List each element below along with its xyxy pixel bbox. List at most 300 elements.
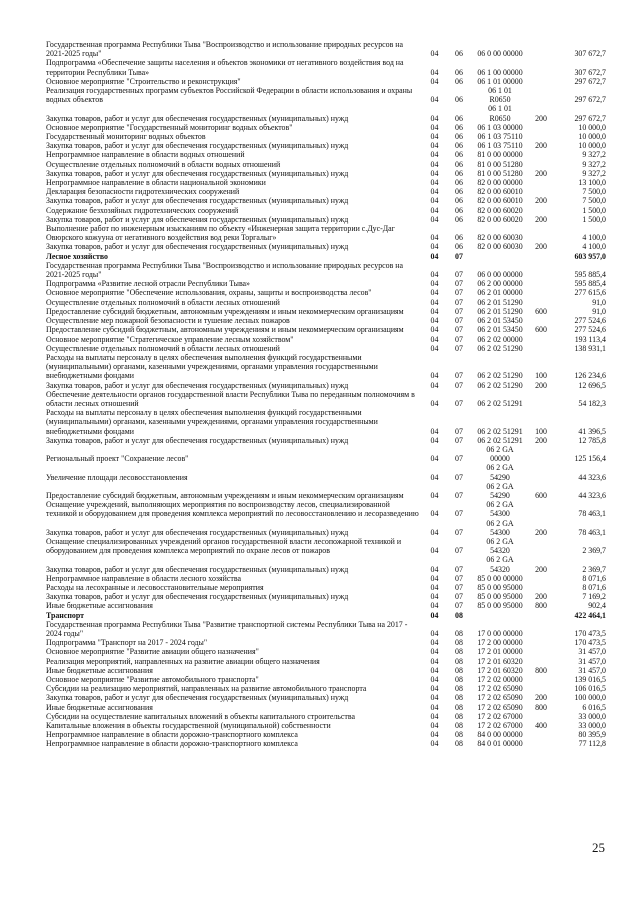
- row-amount: 2 369,7: [582, 546, 606, 556]
- row-target-article: 06 2 GA 54300: [486, 500, 514, 519]
- row-section: 04: [430, 242, 439, 252]
- table-row: [46, 40, 606, 58]
- row-section: 04: [430, 95, 439, 105]
- row-target-article: 82 0 00 60020: [477, 214, 523, 224]
- row-expense-type: [530, 647, 552, 656]
- row-amount: 7 500,0: [582, 187, 606, 197]
- row-amount: 41 396,5: [578, 426, 606, 436]
- row-name: Региональный проект "Сохранение лесов": [46, 454, 189, 464]
- table-row: [46, 178, 606, 187]
- row-subsection: 07: [455, 509, 463, 519]
- row-target-article: 17 2 01 60320: [477, 656, 523, 666]
- row-target-article: 17 2 01 60320: [477, 665, 523, 675]
- row-name: Закупка товаров, работ и услуг для обеспечения государственных (муниципальных) нужд: [46, 113, 349, 123]
- row-expense-type: 200: [535, 214, 547, 224]
- row-section: 04: [430, 435, 439, 445]
- row-section: 04: [430, 205, 439, 215]
- row-amount: 77 112,8: [578, 739, 606, 749]
- row-target-article: 06 0 00 00000: [477, 270, 523, 280]
- table-row: [46, 638, 606, 647]
- row-name: Осуществление мер пожарной безопасности и тушение лесных пожаров: [46, 316, 290, 326]
- row-target-article: 06 2 GA 54320: [486, 555, 514, 574]
- row-subsection: 07: [455, 316, 463, 326]
- row-subsection: 06: [455, 76, 463, 86]
- row-subsection: 08: [455, 684, 463, 694]
- row-section: 04: [430, 702, 439, 712]
- row-expense-type: [530, 344, 552, 353]
- row-name: Расходы на лесохранные и лесовосстановительные мероприятия: [46, 582, 264, 592]
- table-row: [46, 537, 606, 555]
- table-row: [46, 206, 606, 215]
- row-expense-type: 200: [535, 564, 547, 574]
- row-section: 04: [430, 288, 439, 298]
- table-row: [46, 150, 606, 159]
- page-number: 25: [592, 840, 605, 855]
- row-subsection: 07: [455, 279, 463, 289]
- row-target-article: 06 2 02 51291: [477, 435, 523, 445]
- row-target-article: 06 1 01 00000: [477, 76, 523, 86]
- row-name: Закупка товаров, работ и услуг для обеспечения государственных (муниципальных) нужд: [46, 592, 349, 602]
- row-target-article: 85 0 00 95000: [477, 582, 523, 592]
- row-expense-type: [530, 500, 552, 518]
- row-section: 04: [430, 334, 439, 344]
- row-expense-type: [530, 657, 552, 666]
- row-section: 04: [430, 214, 439, 224]
- row-target-article: 06 2 GA 54290: [486, 481, 514, 500]
- row-amount: 91,0: [592, 297, 606, 307]
- row-target-article: 06 2 GA 54300: [486, 518, 514, 537]
- row-name: Основное мероприятие "Государственный мониторинг водных объектов": [46, 122, 293, 132]
- row-amount: 307 672,7: [574, 49, 606, 59]
- row-section: 04: [430, 675, 439, 685]
- row-subsection: 08: [455, 730, 463, 740]
- row-amount: 31 457,0: [578, 665, 606, 675]
- table-row: [46, 307, 606, 316]
- row-expense-type: [530, 187, 552, 196]
- row-section: 04: [430, 122, 439, 132]
- row-subsection: 06: [455, 132, 463, 142]
- row-name: Субсидии на реализацию мероприятий, направленных на развитие автомобильного транспорта: [46, 684, 367, 694]
- row-name: Осуществление отдельных полномочий в области лесных отношений: [46, 343, 280, 353]
- row-expense-type: [530, 335, 552, 344]
- table-row: [46, 132, 606, 141]
- row-section: 04: [430, 168, 439, 178]
- table-row: [46, 712, 606, 721]
- row-expense-type: 600: [535, 325, 547, 335]
- row-amount: 100 000,0: [574, 693, 606, 703]
- row-subsection: 06: [455, 233, 463, 243]
- row-target-article: 06 2 02 00000: [477, 334, 523, 344]
- row-subsection: 06: [455, 242, 463, 252]
- row-subsection: 06: [455, 205, 463, 215]
- row-subsection: 06: [455, 141, 463, 151]
- table-row: [46, 463, 606, 481]
- table-row: [46, 169, 606, 178]
- row-amount: 595 885,4: [574, 270, 606, 280]
- row-target-article: 06 1 01 R0650: [488, 104, 512, 123]
- row-target-article: 06 1 01 R0650: [488, 86, 512, 105]
- row-amount: 4 100,0: [582, 233, 606, 243]
- table-row: [46, 344, 606, 353]
- row-expense-type: 200: [535, 113, 547, 123]
- row-name: Реализация государственных программ субъектов Российской Федерации в области использования и охраны водных объектов: [46, 86, 413, 105]
- row-subsection: 07: [455, 325, 463, 335]
- row-section: 04: [430, 141, 439, 151]
- row-target-article: 82 0 00 60010: [477, 187, 523, 197]
- table-row: [46, 261, 606, 279]
- row-target-article: 17 0 00 00000: [477, 629, 523, 638]
- row-name: Подпрограмма "Транспорт на 2017 - 2024 годы": [46, 638, 208, 648]
- row-expense-type: [530, 583, 552, 592]
- row-subsection: 06: [455, 150, 463, 160]
- row-target-article: 06 2 02 51291: [477, 398, 523, 408]
- row-name: Предоставление субсидий бюджетным, автономным учреждениям и иным некоммерческим организациям: [46, 306, 404, 316]
- table-row: [46, 196, 606, 205]
- table-row: [46, 160, 606, 169]
- table-row: [46, 555, 606, 573]
- row-target-article: 06 2 00 00000: [477, 279, 523, 289]
- row-expense-type: [530, 123, 552, 132]
- table-row: [46, 58, 606, 76]
- row-amount: 8 071,6: [582, 582, 606, 592]
- row-amount: 126 234,6: [574, 371, 606, 381]
- row-section: 04: [430, 233, 439, 243]
- row-amount: 31 457,0: [578, 656, 606, 666]
- row-expense-type: [530, 58, 552, 76]
- table-row: [46, 381, 606, 390]
- table-row: [46, 242, 606, 251]
- row-subsection: 07: [455, 582, 463, 592]
- row-name: Капитальные вложения в объекты государственной (муниципальной) собственности: [46, 721, 331, 731]
- row-expense-type: 200: [535, 693, 547, 703]
- row-name: Государственная программа Республики Тыва "Воспроизводство и использование природных ресурсов на 2021-2025 годы": [46, 40, 404, 59]
- row-expense-type: [530, 261, 552, 279]
- row-target-article: 82 0 00 60030: [477, 242, 523, 252]
- row-target-article: 06 2 01 53450: [477, 316, 523, 326]
- row-subsection: 07: [455, 251, 463, 261]
- row-section: 04: [430, 527, 439, 537]
- table-row: [46, 390, 606, 408]
- row-subsection: 07: [455, 343, 463, 353]
- table-row: [46, 601, 606, 610]
- row-target-article: 06 2 01 51290: [477, 297, 523, 307]
- row-subsection: 07: [455, 288, 463, 298]
- row-name: Осуществление отдельных полномочий в области лесных отношений: [46, 297, 280, 307]
- row-subsection: 07: [455, 454, 463, 464]
- row-expense-type: 800: [535, 665, 547, 675]
- row-name: Государственная программа Республики Тыва "Воспроизводство и использование природных ресурсов на 2021-2025 годы": [46, 260, 404, 280]
- row-section: 04: [430, 629, 439, 638]
- row-expense-type: [530, 611, 552, 620]
- row-section: 04: [430, 76, 439, 86]
- row-target-article: 17 2 02 67000: [477, 711, 523, 721]
- table-row: [46, 684, 606, 693]
- table-row: [46, 482, 606, 500]
- row-name: Иные бюджетные ассигнования: [46, 601, 153, 611]
- row-amount: 297 672,7: [574, 113, 606, 123]
- row-expense-type: [530, 537, 552, 555]
- row-amount: 193 113,4: [574, 334, 606, 344]
- row-subsection: 07: [455, 426, 463, 436]
- table-row: [46, 647, 606, 656]
- row-amount: 33 000,0: [578, 721, 606, 731]
- row-expense-type: [530, 160, 552, 169]
- row-subsection: 06: [455, 159, 463, 169]
- row-target-article: 82 0 00 60020: [477, 205, 523, 215]
- row-section: 04: [430, 67, 439, 77]
- row-name: Обеспечение деятельности органов государственной власти Республики Тыва по переданным полномочиям в области лесных отношений: [46, 389, 415, 408]
- table-row: [46, 611, 606, 620]
- row-section: 04: [430, 426, 439, 436]
- row-section: 04: [430, 159, 439, 169]
- row-amount: 80 395,9: [578, 730, 606, 740]
- row-name: Субсидии на осуществление капитальных вложений в объекты капитального строительства: [46, 711, 355, 721]
- row-amount: 4 100,0: [582, 242, 606, 252]
- row-section: 04: [430, 279, 439, 289]
- row-target-article: 06 2 GA 00000: [486, 444, 514, 464]
- row-section: 04: [430, 656, 439, 666]
- row-name: Основное мероприятие "Развитие авиации общего назначения": [46, 647, 259, 657]
- row-expense-type: [530, 730, 552, 739]
- row-name: Иные бюджетные ассигнования: [46, 702, 153, 712]
- row-section: 04: [430, 684, 439, 694]
- row-amount: 13 100,0: [578, 178, 606, 188]
- table-row: [46, 574, 606, 583]
- row-name: Непрограммное направление в области дорожно-транспортного комплекса: [46, 730, 298, 740]
- row-section: 04: [430, 665, 439, 675]
- row-target-article: 06 2 02 51290: [477, 380, 523, 390]
- row-subsection: 06: [455, 113, 463, 123]
- table-row: [46, 519, 606, 537]
- row-section: 04: [430, 343, 439, 353]
- row-section: 04: [430, 573, 439, 583]
- row-section: 04: [430, 721, 439, 731]
- row-name: Основное мероприятие "Строительство и реконструкция": [46, 76, 241, 86]
- budget-table: [46, 40, 606, 749]
- table-row: [46, 77, 606, 86]
- row-name: Расходы на выплаты персоналу в целях обеспечения выполнения функций государственными (муниципальными) органами, казенными учреждениями, органами управления государственными внебюджетными фондами: [46, 408, 378, 436]
- row-section: 04: [430, 472, 439, 482]
- row-subsection: 06: [455, 187, 463, 197]
- row-target-article: 06 2 01 53450: [477, 325, 523, 335]
- table-row: [46, 325, 606, 334]
- row-section: 04: [430, 711, 439, 721]
- row-section: 04: [430, 325, 439, 335]
- row-amount: 31 457,0: [578, 647, 606, 657]
- row-name: Основное мероприятие "Стратегическое управление лесным хозяйством": [46, 334, 294, 344]
- row-name: Непрограммное направление в области дорожно-транспортного комплекса: [46, 739, 298, 749]
- row-expense-type: [530, 40, 552, 58]
- row-section: 04: [430, 638, 439, 648]
- row-target-article: 85 0 00 95000: [477, 601, 523, 611]
- row-target-article: 06 1 00 00000: [477, 67, 523, 77]
- row-subsection: 07: [455, 371, 463, 381]
- row-expense-type: 200: [535, 435, 547, 445]
- row-amount: 12 696,5: [578, 380, 606, 390]
- row-section: 04: [430, 178, 439, 188]
- row-subsection: 07: [455, 435, 463, 445]
- row-section: 04: [430, 113, 439, 123]
- row-subsection: 08: [455, 711, 463, 721]
- row-target-article: 06 2 GA 54320: [486, 536, 514, 556]
- row-subsection: 08: [455, 675, 463, 685]
- table-row: [46, 721, 606, 730]
- row-name: Оснащение специализированных учреждений органов государственной власти лесопожарной техникой и оборудованием для проведения комплекса мероприятий по охране лесов от пожаров: [46, 536, 402, 556]
- table-row: [46, 86, 606, 104]
- row-amount: 170 473,5: [574, 638, 606, 648]
- row-name: Подпрограмма «Развитие лесной отрасли Республики Тыва»: [46, 279, 251, 289]
- row-target-article: 06 2 02 51290: [477, 371, 523, 381]
- table-row: [46, 316, 606, 325]
- row-amount: 595 885,4: [574, 279, 606, 289]
- row-name: Иные бюджетные ассигнования: [46, 665, 153, 675]
- table-row: [46, 675, 606, 684]
- table-row: [46, 298, 606, 307]
- row-subsection: 08: [455, 702, 463, 712]
- row-amount: 44 323,6: [578, 472, 606, 482]
- row-amount: 297 672,7: [574, 76, 606, 86]
- row-expense-type: 200: [535, 141, 547, 151]
- row-target-article: 06 2 01 51290: [477, 306, 523, 316]
- row-expense-type: [530, 739, 552, 748]
- table-row: [46, 215, 606, 224]
- row-section: 04: [430, 270, 439, 280]
- row-subsection: 07: [455, 472, 463, 482]
- row-expense-type: [530, 712, 552, 721]
- row-subsection: 06: [455, 178, 463, 188]
- row-expense-type: 200: [535, 527, 547, 537]
- row-amount: 277 615,6: [574, 288, 606, 298]
- row-section: 04: [430, 509, 439, 519]
- row-name: Закупка товаров, работ и услуг для обеспечения государственных (муниципальных) нужд: [46, 527, 349, 537]
- row-target-article: 17 2 00 00000: [477, 638, 523, 648]
- row-subsection: 08: [455, 665, 463, 675]
- row-name: Расходы на выплаты персоналу в целях обеспечения выполнения функций государственными (муниципальными) органами, казенными учреждениями, органами управления государственными внебюджетными фондами: [46, 352, 378, 381]
- row-expense-type: [530, 316, 552, 325]
- row-section: 04: [430, 398, 439, 408]
- row-target-article: 81 0 00 00000: [477, 150, 523, 160]
- row-expense-type: [530, 620, 552, 638]
- row-name: Основное мероприятие "Обеспечение использования, охраны, защиты и воспроизводства лесов": [46, 288, 372, 298]
- row-amount: 54 182,3: [578, 398, 606, 408]
- row-amount: 170 473,5: [574, 629, 606, 638]
- row-subsection: 08: [455, 638, 463, 648]
- row-name: Увеличение площади лесовосстановления: [46, 472, 188, 482]
- row-target-article: 85 0 00 00000: [477, 573, 523, 583]
- row-section: 04: [430, 297, 439, 307]
- row-amount: 603 957,0: [574, 251, 606, 261]
- row-section: 04: [430, 610, 439, 620]
- row-name: Закупка товаров, работ и услуг для обеспечения государственных (муниципальных) нужд: [46, 242, 349, 252]
- row-subsection: 07: [455, 564, 463, 574]
- row-subsection: 06: [455, 95, 463, 105]
- row-amount: 9 327,2: [582, 159, 606, 169]
- row-section: 04: [430, 196, 439, 206]
- table-row: [46, 592, 606, 601]
- row-amount: 9 327,2: [582, 150, 606, 160]
- row-subsection: 08: [455, 739, 463, 749]
- row-expense-type: 400: [535, 721, 547, 731]
- row-expense-type: 100: [535, 371, 547, 381]
- row-amount: 106 016,5: [574, 684, 606, 694]
- row-amount: 125 156,4: [574, 454, 606, 464]
- row-expense-type: 800: [535, 702, 547, 712]
- row-expense-type: [530, 279, 552, 288]
- table-row: [46, 703, 606, 712]
- row-name: Закупка товаров, работ и услуг для обеспечения государственных (муниципальных) нужд: [46, 693, 349, 703]
- row-expense-type: [530, 574, 552, 583]
- row-name: Транспорт: [46, 610, 84, 620]
- row-section: 04: [430, 601, 439, 611]
- row-target-article: [470, 252, 530, 261]
- row-subsection: 07: [455, 306, 463, 316]
- table-row: [46, 408, 606, 436]
- table-row: [46, 288, 606, 297]
- table-row: [46, 666, 606, 675]
- row-expense-type: [530, 86, 552, 104]
- row-amount: 902,4: [588, 601, 606, 611]
- row-subsection: 07: [455, 527, 463, 537]
- row-subsection: 06: [455, 168, 463, 178]
- row-section: 04: [430, 316, 439, 326]
- row-subsection: 06: [455, 67, 463, 77]
- row-subsection: 07: [455, 573, 463, 583]
- row-amount: 91,0: [592, 306, 606, 316]
- row-amount: 307 672,7: [574, 67, 606, 77]
- row-subsection: 07: [455, 334, 463, 344]
- row-expense-type: [530, 463, 552, 481]
- row-subsection: 07: [455, 398, 463, 408]
- row-target-article: 82 0 00 60030: [477, 233, 523, 243]
- row-amount: 277 524,6: [574, 316, 606, 326]
- row-amount: 7 169,2: [582, 592, 606, 602]
- row-target-article: 17 2 02 65090: [477, 693, 523, 703]
- row-name: Подпрограмма «Обеспечение защиты населения и объектов экономики от негативного воздействия вод на территории Республики Тыва»: [46, 58, 404, 77]
- row-target-article: 06 1 03 75110: [477, 141, 523, 151]
- row-section: 04: [430, 150, 439, 160]
- row-expense-type: [530, 675, 552, 684]
- row-expense-type: [530, 206, 552, 215]
- row-target-article: 06 2 02 51291: [477, 426, 523, 436]
- row-section: 04: [430, 592, 439, 602]
- row-amount: 10 000,0: [578, 132, 606, 142]
- row-amount: 8 071,6: [582, 573, 606, 583]
- row-name: Закупка товаров, работ и услуг для обеспечения государственных (муниципальных) нужд: [46, 435, 349, 445]
- table-row: [46, 500, 606, 518]
- row-subsection: 08: [455, 721, 463, 731]
- table-row: [46, 730, 606, 739]
- row-target-article: 06 2 01 00000: [477, 288, 523, 298]
- table-row: [46, 693, 606, 702]
- row-amount: 9 327,2: [582, 168, 606, 178]
- row-name: Предоставление субсидий бюджетным, автономным учреждениям и иным некоммерческим организациям: [46, 490, 404, 500]
- row-amount: 277 524,6: [574, 325, 606, 335]
- row-name: Содержание безхозяйных гидротехнических сооружений: [46, 205, 239, 215]
- row-subsection: 06: [455, 214, 463, 224]
- row-name: Декларация безопасности гидротехнических сооружений: [46, 187, 240, 197]
- budget-table-body: [46, 40, 606, 749]
- row-target-article: 81 0 00 51280: [477, 159, 523, 169]
- row-expense-type: [530, 224, 552, 242]
- row-subsection: 08: [455, 693, 463, 703]
- row-name: Закупка товаров, работ и услуг для обеспечения государственных (муниципальных) нужд: [46, 196, 349, 206]
- row-amount: 12 785,8: [578, 435, 606, 445]
- row-expense-type: [530, 445, 552, 463]
- row-expense-type: [530, 390, 552, 408]
- row-subsection: 07: [455, 490, 463, 500]
- row-expense-type: [530, 288, 552, 297]
- row-section: 04: [430, 132, 439, 142]
